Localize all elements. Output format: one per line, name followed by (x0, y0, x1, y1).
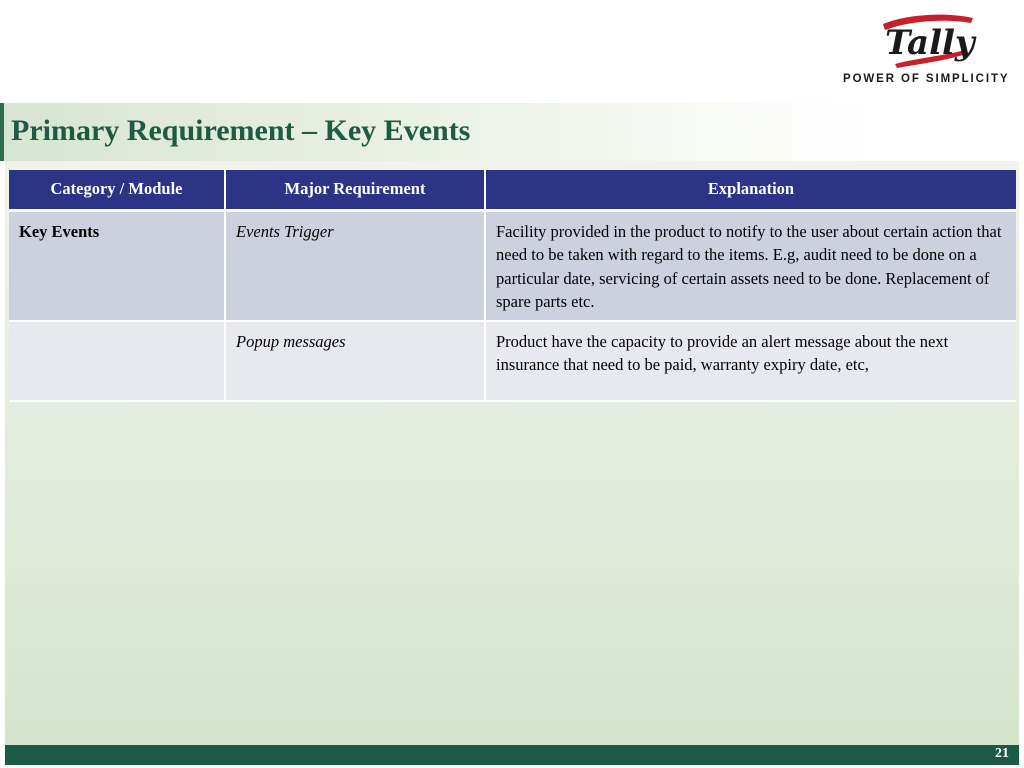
table-row (9, 210, 1016, 321)
tally-logo (843, 10, 1013, 90)
page-number: 21 (995, 746, 1009, 761)
slide-title: Primary Requirement – Key Events (11, 114, 471, 147)
cell-requirement: Popup messages (225, 321, 485, 401)
header-category: Category / Module (9, 170, 225, 210)
cell-category (9, 321, 225, 401)
table-row (9, 321, 1016, 401)
footer-bar (5, 745, 1019, 765)
table-header-row (9, 170, 1016, 210)
cell-explanation: Product have the capacity to provide an alert message about the next insurance that need to be paid, warranty expiry date, etc, (485, 321, 1016, 401)
tally-logo-icon (877, 10, 977, 68)
cell-requirement: Events Trigger (225, 210, 485, 321)
tally-wordmark: Tally (885, 23, 975, 63)
title-accent-bar (0, 103, 4, 161)
cell-category: Key Events (9, 210, 225, 321)
logo-tagline: POWER OF SIMPLICITY (843, 73, 1010, 85)
cell-explanation: Facility provided in the product to notify to the user about certain action that need to be taken with regard to the items. E.g, audit need to be done on a particular date, servicing of certain assets need to be done. Replacement of spare parts etc. (485, 210, 1016, 321)
header-explanation: Explanation (485, 170, 1016, 210)
header-major-requirement: Major Requirement (225, 170, 485, 210)
requirements-table (9, 170, 1016, 402)
